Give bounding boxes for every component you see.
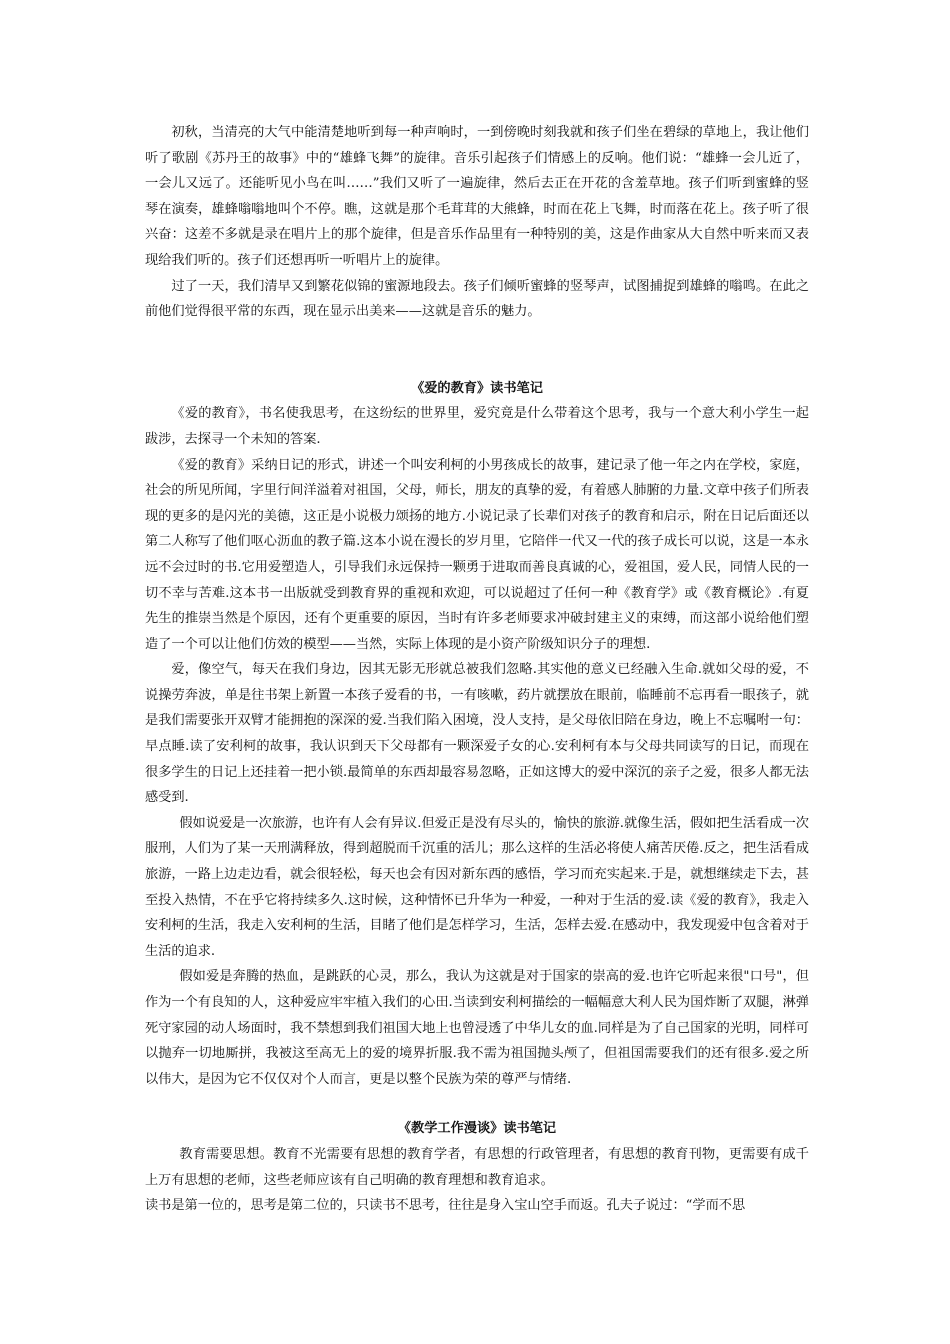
section-title: 《爱的教育》读书笔记 — [411, 380, 543, 396]
section-love-education — [145, 376, 809, 1093]
paragraph: 读书是第一位的，思考是第二位的，只读书不思考，往往是身入宝山空手而返。孔夫子说过：“学而不思 — [145, 1198, 746, 1214]
paragraph: 过了一天，我们清早又到繁花似锦的蜜源地段去。孩子们倾听蜜蜂的竖琴声，试图捕捉到雄蜂的嗡鸣。在此之前他们觉得很平常的东西，现在显示出美来——这就是音乐的魅力。 — [145, 278, 809, 320]
paragraph: 《爱的教育》采纳日记的形式，讲述一个叫安利柯的小男孩成长的故事，建记录了他一年之内在学校，家庭，社会的所见所闻，字里行间洋溢着对祖国，父母，师长，朋友的真挚的爱，有着感人肺腑的力量.文章中孩子们所表现的更多的是闪光的美德，这正是小说极力颂扬的地方.小说记录了长辈们对孩子的教育和启示，附在日记后面还以第二人称写了他们呕心沥血的教子篇.这本小说在漫长的岁月里，它陪伴一代又一代的孩子成长可以说，这是一本永远不会过时的书.它用爱塑造人，引导我们永远保持一颗勇于进取而善良真诚的心，爱祖国，爱人民，同情人民的一切不幸与苦难.这本书一出版就受到教育界的重视和欢迎，可以说超过了任何一种《教育学》或《教育概论》.有夏先生的推崇当然是个原因，还有个更重要的原因，当时有许多老师要求冲破封建主义的束缚，而这部小说给他们塑造了一个可以让他们仿效的模型——当然，实际上体现的是小资产阶级知识分子的理想. — [145, 457, 809, 652]
paragraph: 《爱的教育》，书名使我思考，在这纷纭的世界里，爱究竟是什么带着这个思考，我与一个意大利小学生一起跋涉，去探寻一个未知的答案. — [145, 406, 809, 447]
document-page — [145, 120, 809, 1219]
section-teaching-work — [145, 1116, 809, 1218]
paragraph: 教育需要思想。教育不光需要有思想的教育学者，有思想的行政管理者，有思想的教育刊物，更需要有成千上万有思想的老师，这些老师应该有自己明确的教育理想和教育追求。 — [145, 1146, 809, 1188]
paragraph: 假如说爱是一次旅游，也许有人会有异议.但爱正是没有尽头的，愉快的旅游.就像生活，假如把生活看成一次服刑，人们为了某一天刑满释放，得到超脱而千沉重的活儿；那么这样的生活必将使人痛苦厌倦.反之，把生活看成旅游，一路上边走边看，就会很轻松，每天也会有因对新东西的感悟，学习而充实起来.于是，就想继续走下去，甚至投入热情，不在乎它将持续多久.这时候，这种情怀已升华为一种爱，一种对于生活的爱.读《爱的教育》，我走入安利柯的生活，我走入安利柯的生活，目睹了他们是怎样学习，生活，怎样去爱.在感动中，我发现爱中包含着对于生活的追求. — [145, 815, 809, 959]
section-music — [145, 120, 809, 325]
paragraph: 爱，像空气，每天在我们身边，因其无影无形就总被我们忽略.其实他的意义已经融入生命.就如父母的爱，不说操劳奔波，单是往书架上新置一本孩子爱看的书，一有咳嗽，药片就摆放在眼前，临睡前不忘再看一眼孩子，就是我们需要张开双臂才能拥抱的深深的爱.当我们陷入困境，没人支持，是父母依旧陪在身边，晚上不忘嘱咐一句：早点睡.读了安利柯的故事，我认识到天下父母都有一颗深爱子女的心.安利柯有本与父母共同读写的日记，而现在很多学生的日记上还挂着一把小锁.最简单的东西却最容易忽略，正如这博大的爱中深沉的亲子之爱，很多人都无法感受到. — [145, 662, 809, 806]
section-title: 《教学工作漫谈》读书笔记 — [397, 1121, 557, 1137]
paragraph: 初秋，当清亮的大气中能清楚地听到每一种声响时，一到傍晚时刻我就和孩子们坐在碧绿的草地上，我让他们听了歌剧《苏丹王的故事》中的“雄蜂飞舞”的旋律。音乐引起孩子们情感上的反响。他们说：“雄蜂一会儿近了，一会儿又远了。还能听见小鸟在叫……”我们又听了一遍旋律，然后去正在开花的含羞草地。孩子们听到蜜蜂的竖琴在演奏，雄蜂嗡嗡地叫个不停。瞧，这就是那个毛茸茸的大熊蜂，时而在花上飞舞，时而落在花上。孩子听了很兴奋：这差不多就是录在唱片上的那个旋律，但是音乐作品里有一种特别的美，这是作曲家从大自然中听来而又表现给我们听的。孩子们还想再听一听唱片上的旋律。 — [145, 125, 809, 268]
paragraph: 假如爱是奔腾的热血，是跳跃的心灵，那么，我认为这就是对于国家的崇高的爱.也许它听起来很"口号"，但作为一个有良知的人，这种爱应牢牢植入我们的心田.当读到安利柯描绘的一幅幅意大利人民为国炸断了双腿，淋弹死守家园的动人场面时，我不禁想到我们祖国大地上也曾浸透了中华儿女的血.同样是为了自己国家的光明，同样可以抛弃一切地厮拼，我被这至高无上的爱的境界折服.我不需为祖国抛头颅了，但祖国需要我们的还有很多.爱之所以伟大，是因为它不仅仅对个人而言，更是以整个民族为荣的尊严与情绪. — [145, 969, 809, 1087]
